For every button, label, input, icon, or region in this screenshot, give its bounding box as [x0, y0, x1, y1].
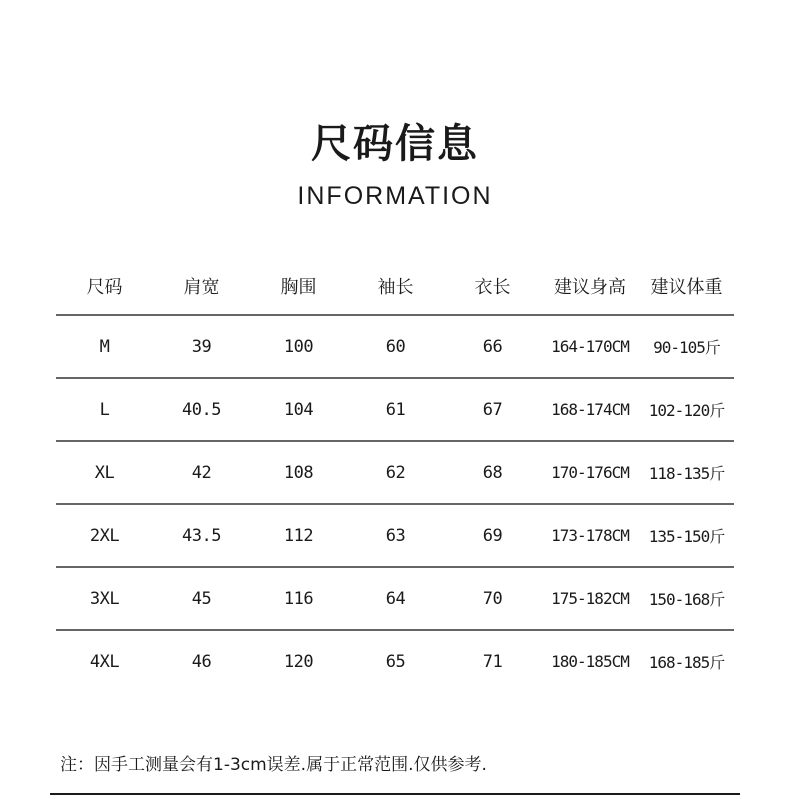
cell-sleeve: 63 [385, 525, 406, 546]
cell-length: 69 [482, 525, 503, 546]
header-shoulder: 肩宽 [183, 277, 220, 298]
header-length: 衣长 [474, 277, 511, 298]
cell-height: 175-182CM [551, 589, 629, 608]
table-row [56, 566, 734, 629]
cell-chest: 108 [283, 462, 314, 483]
cell-weight: 168-185斤 [648, 653, 725, 672]
table-row [56, 503, 734, 566]
page-subtitle: INFORMATION [297, 182, 493, 210]
cell-shoulder: 45 [191, 588, 212, 609]
header-chest: 胸围 [280, 277, 317, 298]
cell-sleeve: 65 [385, 651, 406, 672]
cell-length: 71 [482, 651, 503, 672]
table-row [56, 314, 734, 377]
cell-weight: 135-150斤 [648, 527, 725, 546]
cell-size: 2XL [89, 525, 120, 546]
measurement-note: 注：因手工测量会有1-3cm误差.属于正常范围.仅供参考. [60, 755, 487, 775]
cell-height: 164-170CM [551, 337, 629, 356]
cell-height: 180-185CM [551, 652, 629, 671]
cell-shoulder: 40.5 [182, 399, 221, 420]
cell-size: M [99, 336, 110, 357]
header-size: 尺码 [86, 277, 123, 298]
table-header-row [56, 258, 734, 314]
header-sleeve: 袖长 [377, 277, 414, 298]
cell-chest: 104 [283, 399, 314, 420]
cell-weight: 150-168斤 [648, 590, 725, 609]
cell-size: 3XL [89, 588, 120, 609]
cell-shoulder: 39 [191, 336, 212, 357]
header-height: 建议身高 [554, 277, 626, 298]
table-row [56, 440, 734, 503]
table-row [56, 377, 734, 440]
bottom-divider [50, 793, 740, 795]
cell-chest: 100 [283, 336, 314, 357]
cell-length: 67 [482, 399, 503, 420]
header-weight: 建议体重 [650, 277, 723, 298]
cell-shoulder: 43.5 [182, 525, 221, 546]
cell-chest: 116 [283, 588, 314, 609]
table-row [56, 629, 734, 692]
cell-sleeve: 62 [385, 462, 406, 483]
cell-shoulder: 46 [191, 651, 212, 672]
cell-sleeve: 60 [385, 336, 406, 357]
cell-sleeve: 64 [385, 588, 406, 609]
cell-shoulder: 42 [191, 462, 212, 483]
cell-weight: 118-135斤 [648, 464, 725, 483]
size-table [56, 258, 734, 692]
cell-size: 4XL [89, 651, 120, 672]
cell-weight: 90-105斤 [653, 338, 720, 357]
cell-chest: 120 [283, 651, 314, 672]
cell-length: 68 [482, 462, 503, 483]
cell-height: 173-178CM [551, 526, 629, 545]
cell-size: XL [94, 462, 115, 483]
cell-size: L [99, 399, 110, 420]
cell-length: 66 [482, 336, 503, 357]
cell-height: 170-176CM [551, 463, 629, 482]
cell-weight: 102-120斤 [648, 401, 725, 420]
cell-length: 70 [482, 588, 503, 609]
cell-sleeve: 61 [385, 399, 406, 420]
cell-chest: 112 [283, 525, 314, 546]
page-title: 尺码信息 [311, 121, 479, 167]
cell-height: 168-174CM [551, 400, 629, 419]
